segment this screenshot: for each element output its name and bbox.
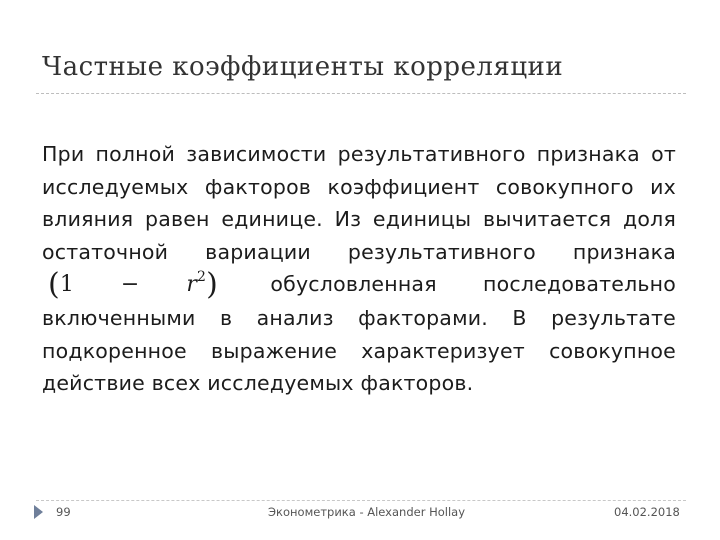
formula-exponent: 2 [197, 269, 207, 286]
slide-body [42, 138, 676, 400]
footer-date: 04.02.2018 [614, 505, 680, 519]
page-number: 99 [56, 505, 71, 519]
slide-title: Частные коэффициенты корреляции [42, 52, 564, 82]
footer-divider [36, 500, 686, 501]
formula-close-paren: ) [206, 267, 219, 303]
body-text-after: обусловленная последовательно включенными в анализ факторами. В результате подкоренное выражение характеризует совокупное действие всех исследуемых факторов. [42, 272, 677, 396]
formula-variable: r [186, 272, 198, 298]
formula [42, 267, 224, 303]
formula-text: 1 − [59, 272, 187, 298]
formula-open-paren: ( [48, 267, 60, 303]
footer-center-text: Эконометрика - Alexander Hollay [268, 505, 466, 519]
title-divider [36, 93, 686, 94]
slide-marker-icon [34, 505, 43, 519]
body-text-before: При полной зависимости результативного признака от исследуемых факторов коэффициент совокупного их влияния равен единице. Из единицы вычитается доля остаточной вариации результативного признака [42, 142, 676, 264]
